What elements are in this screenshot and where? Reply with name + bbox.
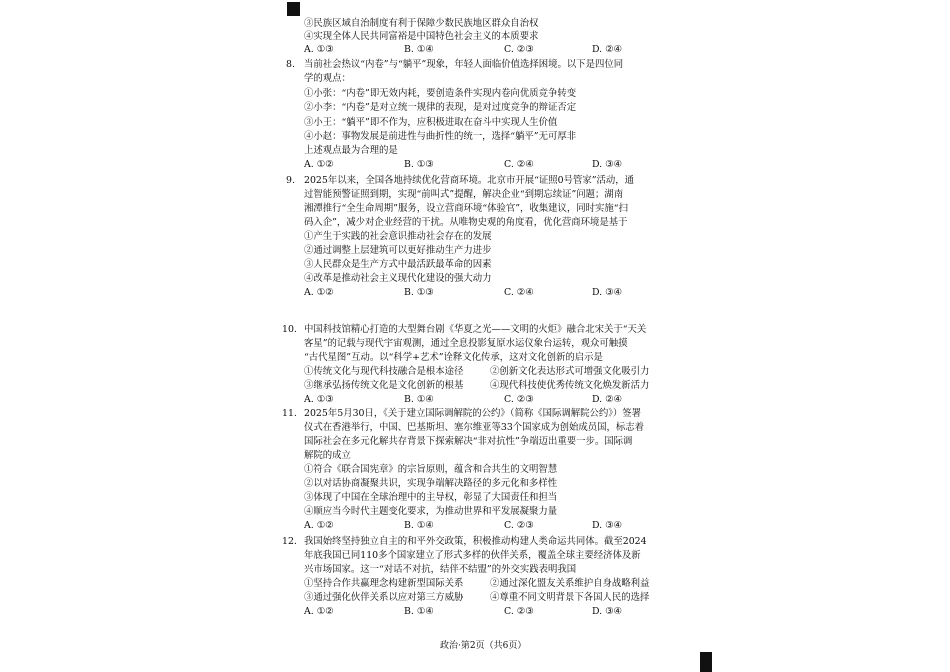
q10-item-3: ③继承弘扬传统文化是文化创新的根基 [304,380,464,391]
q11-item-1: ①符合《联合国宪章》的宗旨原则，蕴含和合共生的文明智慧 [304,464,558,475]
registration-mark-top-left [287,2,300,16]
q12-option-b: B. ①④ [404,606,434,617]
q12-item-3: ③通过强化伙伴关系以应对第三方威胁 [304,592,464,603]
q9-stem-line-2: 过智能预警证照到期，实现“前叫式”提醒，解决企业“到期忘续证”问题；湖南 [304,189,624,200]
q10-item-1: ①传统文化与现代科技融合是根本途径 [304,366,464,377]
q9-item-1: ①产生于实践的社会意识推动社会存在的发展 [304,231,492,242]
q11-option-d: D. ③④ [592,520,622,531]
q10-stem-line-2: 客星”的记载与现代宇宙观测，通过全息投影复原水运仪象台运转，观众可触摸 [304,338,628,349]
q9-stem-line-1: 2025年以来，全国各地持续优化营商环境。北京市开展“证照0号管家”活动，通 [304,175,635,186]
q12-stem-line-2: 年底我国已同110多个国家建立了形式多样的伙伴关系，覆盖全球主要经济体及新 [304,550,641,561]
q9-option-c: C. ②④ [504,287,534,298]
q12-option-d: D. ③④ [592,606,622,617]
page-footer: 政治·第2页（共6页） [440,641,527,651]
q9-stem-line-3: 湘潭推行“全生命周期”服务，设立营商环境“体验官”，收集建议，同时实施“扫 [304,203,628,214]
q8-option-b: B. ①③ [404,159,434,170]
q8-question: 上述观点最为合理的是 [304,145,398,156]
q11-stem-line-2: 仪式在香港举行，中国、巴基斯坦、塞尔维亚等33个国家成为创始成员国，标志着 [304,422,645,433]
q12-number: 12. [282,536,297,547]
q10-number: 10. [282,324,297,335]
q9-item-4: ④改革是推动社会主义现代化建设的强大动力 [304,273,492,284]
q11-item-3: ③体现了中国在全球治理中的主导权，彰显了大国责任和担当 [304,492,558,503]
q10-stem-line-3: “古代星图”互动。以“科学+艺术”诠释文化传承，这对文化创新的启示是 [304,352,603,363]
q11-stem-line-3: 国际社会在多元化解共存背景下探索解决“非对抗性”争端迈出重要一步。国际调 [304,436,633,447]
q11-option-a: A. ①② [304,520,334,531]
q9-option-a: A. ①② [304,287,334,298]
q9-item-3: ③人民群众是生产方式中最活跃最革命的因素 [304,259,492,270]
q10-stem-line-1: 中国科技馆精心打造的大型舞台剧《华夏之光——文明的火炬》融合北宋关于“天关 [304,324,647,335]
q9-option-b: B. ①③ [404,287,434,298]
q7-option-a: A. ①③ [304,44,334,55]
q7-option-c: C. ②③ [504,44,534,55]
q9-number: 9. [286,175,295,186]
q9-option-d: D. ③④ [592,287,622,298]
q12-stem-line-3: 兴市场国家。这一“对话不对抗，结伴不结盟”的外交实践表明我国 [304,564,577,575]
q10-option-c: C. ②③ [504,394,534,405]
q9-item-2: ②通过调整上层建筑可以更好推动生产力进步 [304,245,492,256]
q10-item-4: ④现代科技使优秀传统文化焕发新活力 [490,380,650,391]
q12-item-4: ④尊重不同文明背景下各国人民的选择 [490,592,650,603]
q8-number: 8. [286,59,295,70]
q8-stem-line-1: 当前社会热议“内卷”与“躺平”现象，年轻人面临价值选择困境。以下是四位同 [304,59,624,70]
q7-item-4: ④实现全体人民共同富裕是中国特色社会主义的本质要求 [304,31,539,42]
q12-item-2: ②通过深化盟友关系维护自身战略利益 [490,578,650,589]
q11-option-b: B. ①④ [404,520,434,531]
q12-stem-line-1: 我国始终坚持独立自主的和平外交政策，积极推动构建人类命运共同体。截至2024 [304,536,647,547]
exam-page [282,18,672,658]
q11-number: 11. [282,408,297,419]
q12-item-1: ①坚持合作共赢理念构建新型国际关系 [304,578,464,589]
q11-item-2: ②以对话协商凝聚共识，实现争端解决路径的多元化和多样性 [304,478,558,489]
q11-stem-line-1: 2025年5月30日，《关于建立国际调解院的公约》（简称《国际调解院公约》）签署 [304,408,642,419]
q12-option-c: C. ②③ [504,606,534,617]
q10-option-d: D. ②④ [592,394,622,405]
q9-stem-line-4: 码入企”，减少对企业经营的干扰。从唯物史观的角度看，优化营商环境是基于 [304,217,628,228]
q7-item-3: ③民族区域自治制度有利于保障少数民族地区群众自治权 [304,18,539,29]
q8-option-c: C. ②④ [504,159,534,170]
q11-option-c: C. ②③ [504,520,534,531]
registration-mark-bottom-right [700,652,712,672]
q8-option-a: A. ①② [304,159,334,170]
q11-item-4: ④顺应当今时代主题变化要求，为推动世界和平发展凝聚力量 [304,506,558,517]
q8-item-1: ①小张：“内卷”即无效内耗，要创造条件实现内卷向优质竞争转变 [304,88,577,99]
q7-option-d: D. ②④ [592,44,622,55]
q10-option-b: B. ①④ [404,394,434,405]
q7-option-b: B. ①④ [404,44,434,55]
q8-option-d: D. ③④ [592,159,622,170]
q8-item-3: ③小王：“躺平”即不作为，应积极进取在奋斗中实现人生价值 [304,117,558,128]
q11-stem-line-4: 解院的成立 [304,450,351,461]
q10-option-a: A. ①③ [304,394,334,405]
q12-option-a: A. ①② [304,606,334,617]
q8-stem-line-2: 学的观点： [304,73,351,84]
q8-item-2: ②小李：“内卷”是对立统一规律的表现，是对过度竞争的辩证否定 [304,102,577,113]
q10-item-2: ②创新文化表达形式可增强文化吸引力 [490,366,650,377]
q8-item-4: ④小赵：事物发展是前进性与曲折性的统一，选择“躺平”无可厚非 [304,131,577,142]
